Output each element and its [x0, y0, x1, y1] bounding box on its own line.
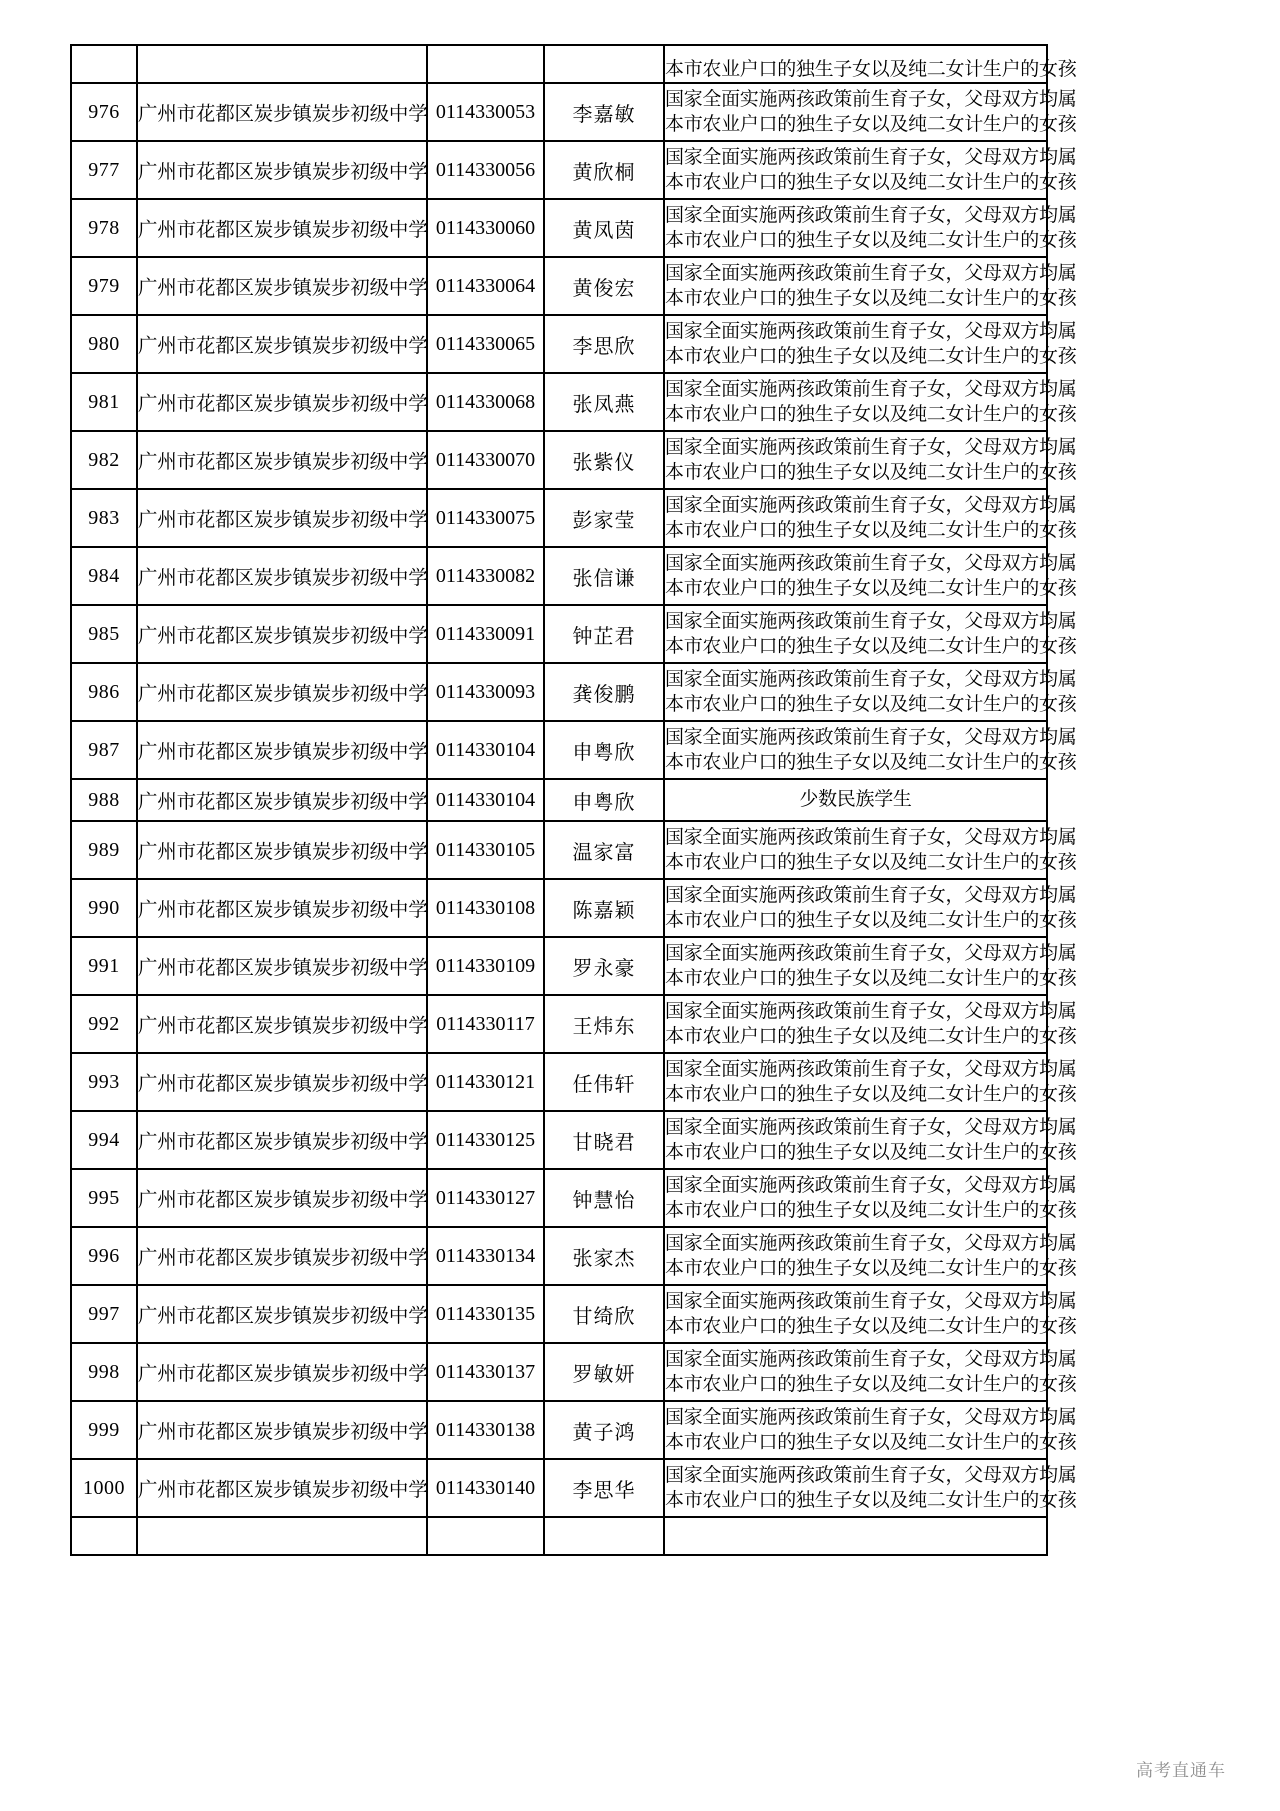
reason-line-1: 国家全面实施两孩政策前生育子女，父母双方均属 — [665, 1173, 1077, 1196]
cell-index: 999 — [71, 1401, 137, 1459]
cell-index: 988 — [71, 779, 137, 821]
reason-line-2: 本市农业户口的独生子女以及纯二女计生户的女孩 — [665, 635, 1077, 657]
reason-line-2: 本市农业户口的独生子女以及纯二女计生户的女孩 — [665, 113, 1077, 135]
reason-line-2: 本市农业户口的独生子女以及纯二女计生户的女孩 — [665, 171, 1077, 193]
cell-school: 广州市花都区炭步镇炭步初级中学 — [137, 1227, 427, 1285]
cell-school: 广州市花都区炭步镇炭步初级中学 — [137, 1169, 427, 1227]
cell-index: 985 — [71, 605, 137, 663]
reason-line-2: 本市农业户口的独生子女以及纯二女计生户的女孩 — [665, 1141, 1077, 1163]
cell-index: 1000 — [71, 1459, 137, 1517]
cell-reason — [664, 1285, 1077, 1343]
cell-reason — [664, 721, 1077, 779]
table-row — [71, 1053, 1047, 1111]
cell-index: 986 — [71, 663, 137, 721]
cell-student-name: 黄子鸿 — [544, 1401, 664, 1459]
reason-text — [665, 319, 1077, 369]
reason-text — [665, 1173, 1077, 1223]
cell-reason — [664, 995, 1077, 1053]
reason-line-2: 本市农业户口的独生子女以及纯二女计生户的女孩 — [665, 1431, 1077, 1453]
reason-line-1: 国家全面实施两孩政策前生育子女，父母双方均属 — [665, 319, 1077, 342]
table-row — [71, 257, 1047, 315]
cell-reason — [664, 1343, 1077, 1401]
reason-line-1: 国家全面实施两孩政策前生育子女，父母双方均属 — [665, 667, 1077, 690]
cell-candidate-code: 0114330127 — [427, 1169, 544, 1227]
table-row — [71, 315, 1047, 373]
reason-text — [665, 999, 1077, 1049]
cell-index: 977 — [71, 141, 137, 199]
reason-text — [665, 57, 1077, 82]
cell-candidate-code: 0114330082 — [427, 547, 544, 605]
reason-line-1: 国家全面实施两孩政策前生育子女，父母双方均属 — [665, 435, 1077, 458]
cell-candidate-code: 0114330109 — [427, 937, 544, 995]
cell-reason — [664, 547, 1077, 605]
reason-line-1: 国家全面实施两孩政策前生育子女，父母双方均属 — [665, 1463, 1077, 1486]
cell-reason — [664, 879, 1077, 937]
reason-line-1: 国家全面实施两孩政策前生育子女，父母双方均属 — [665, 145, 1077, 168]
cell-school: 广州市花都区炭步镇炭步初级中学 — [137, 141, 427, 199]
cell-reason — [664, 257, 1077, 315]
cell-school: 广州市花都区炭步镇炭步初级中学 — [137, 315, 427, 373]
cell-reason — [664, 1053, 1077, 1111]
cell-student-name — [544, 1517, 664, 1555]
reason-line-1: 国家全面实施两孩政策前生育子女，父母双方均属 — [665, 999, 1077, 1022]
cell-student-name: 李思华 — [544, 1459, 664, 1517]
cell-student-name: 申粤欣 — [544, 721, 664, 779]
cell-school — [137, 1517, 427, 1555]
reason-line-2: 本市农业户口的独生子女以及纯二女计生户的女孩 — [665, 851, 1077, 873]
cell-candidate-code: 0114330135 — [427, 1285, 544, 1343]
cell-student-name: 温家富 — [544, 821, 664, 879]
cell-school: 广州市花都区炭步镇炭步初级中学 — [137, 373, 427, 431]
cell-candidate-code: 0114330068 — [427, 373, 544, 431]
table-row — [71, 1517, 1047, 1555]
table-row — [71, 1401, 1047, 1459]
cell-reason — [664, 373, 1077, 431]
cell-candidate-code — [427, 1517, 544, 1555]
table-row — [71, 83, 1047, 141]
cell-school: 广州市花都区炭步镇炭步初级中学 — [137, 1111, 427, 1169]
cell-candidate-code: 0114330065 — [427, 315, 544, 373]
cell-reason — [664, 315, 1077, 373]
table-row — [71, 547, 1047, 605]
cell-reason — [664, 199, 1077, 257]
cell-student-name: 彭家莹 — [544, 489, 664, 547]
table-row — [71, 489, 1047, 547]
cell-index: 996 — [71, 1227, 137, 1285]
cell-candidate-code: 0114330117 — [427, 995, 544, 1053]
reason-line-2: 本市农业户口的独生子女以及纯二女计生户的女孩 — [665, 1199, 1077, 1221]
table-row — [71, 199, 1047, 257]
table-row — [71, 1343, 1047, 1401]
reason-text — [665, 1115, 1077, 1165]
cell-candidate-code: 0114330060 — [427, 199, 544, 257]
cell-candidate-code: 0114330064 — [427, 257, 544, 315]
cell-school: 广州市花都区炭步镇炭步初级中学 — [137, 879, 427, 937]
table-row — [71, 1169, 1047, 1227]
cell-school: 广州市花都区炭步镇炭步初级中学 — [137, 1459, 427, 1517]
reason-text: 少数民族学生 — [799, 788, 912, 811]
reason-line-1: 国家全面实施两孩政策前生育子女，父母双方均属 — [665, 261, 1077, 284]
reason-line-2: 本市农业户口的独生子女以及纯二女计生户的女孩 — [665, 287, 1077, 309]
cell-candidate-code: 0114330104 — [427, 779, 544, 821]
cell-school: 广州市花都区炭步镇炭步初级中学 — [137, 779, 427, 821]
reason-text — [665, 145, 1077, 195]
cell-school: 广州市花都区炭步镇炭步初级中学 — [137, 663, 427, 721]
cell-index: 982 — [71, 431, 137, 489]
cell-reason — [664, 937, 1077, 995]
cell-reason — [664, 431, 1077, 489]
table-row — [71, 937, 1047, 995]
roster-table-body — [71, 45, 1077, 1555]
reason-line-2: 本市农业户口的独生子女以及纯二女计生户的女孩 — [665, 1315, 1077, 1337]
cell-school: 广州市花都区炭步镇炭步初级中学 — [137, 605, 427, 663]
cell-student-name: 罗敏妍 — [544, 1343, 664, 1401]
cell-index: 979 — [71, 257, 137, 315]
cell-student-name: 甘晓君 — [544, 1111, 664, 1169]
reason-line-1: 国家全面实施两孩政策前生育子女，父母双方均属 — [665, 551, 1077, 574]
cell-reason — [664, 489, 1077, 547]
table-row — [71, 1459, 1047, 1517]
cell-student-name: 黄俊宏 — [544, 257, 664, 315]
cell-student-name — [544, 45, 664, 83]
cell-reason — [664, 663, 1077, 721]
cell-index: 997 — [71, 1285, 137, 1343]
cell-reason — [664, 1111, 1077, 1169]
cell-candidate-code: 0114330121 — [427, 1053, 544, 1111]
cell-index: 987 — [71, 721, 137, 779]
cell-student-name: 钟慧怡 — [544, 1169, 664, 1227]
cell-school: 广州市花都区炭步镇炭步初级中学 — [137, 257, 427, 315]
cell-candidate-code: 0114330140 — [427, 1459, 544, 1517]
cell-index: 976 — [71, 83, 137, 141]
roster-table — [70, 44, 1077, 1556]
table-row — [71, 373, 1047, 431]
reason-line-1: 国家全面实施两孩政策前生育子女，父母双方均属 — [665, 493, 1077, 516]
reason-text — [665, 883, 1077, 933]
table-row — [71, 879, 1047, 937]
reason-text — [665, 377, 1077, 427]
cell-index: 998 — [71, 1343, 137, 1401]
cell-reason — [664, 83, 1077, 141]
cell-candidate-code: 0114330075 — [427, 489, 544, 547]
reason-text — [665, 941, 1077, 991]
reason-line-1: 国家全面实施两孩政策前生育子女，父母双方均属 — [665, 1289, 1077, 1312]
reason-line-1: 国家全面实施两孩政策前生育子女，父母双方均属 — [665, 609, 1077, 632]
reason-line-1: 国家全面实施两孩政策前生育子女，父母双方均属 — [665, 941, 1077, 964]
reason-line-1: 国家全面实施两孩政策前生育子女，父母双方均属 — [665, 883, 1077, 906]
reason-line-1: 国家全面实施两孩政策前生育子女，父母双方均属 — [665, 1057, 1077, 1080]
reason-text — [665, 609, 1077, 659]
cell-student-name: 张家杰 — [544, 1227, 664, 1285]
reason-line-2: 本市农业户口的独生子女以及纯二女计生户的女孩 — [665, 57, 1077, 80]
cell-candidate-code: 0114330108 — [427, 879, 544, 937]
cell-index: 983 — [71, 489, 137, 547]
cell-student-name: 王炜东 — [544, 995, 664, 1053]
cell-school: 广州市花都区炭步镇炭步初级中学 — [137, 1053, 427, 1111]
cell-reason — [664, 1401, 1077, 1459]
cell-reason — [664, 45, 1077, 83]
cell-school: 广州市花都区炭步镇炭步初级中学 — [137, 1401, 427, 1459]
reason-line-2: 本市农业户口的独生子女以及纯二女计生户的女孩 — [665, 1025, 1077, 1047]
cell-reason — [664, 1227, 1077, 1285]
reason-text — [665, 667, 1077, 717]
reason-line-1: 国家全面实施两孩政策前生育子女，父母双方均属 — [665, 203, 1077, 226]
reason-text — [665, 1347, 1077, 1397]
reason-line-2: 本市农业户口的独生子女以及纯二女计生户的女孩 — [665, 693, 1077, 715]
cell-reason — [664, 821, 1077, 879]
reason-line-2: 本市农业户口的独生子女以及纯二女计生户的女孩 — [665, 1257, 1077, 1279]
reason-line-2: 本市农业户口的独生子女以及纯二女计生户的女孩 — [665, 519, 1077, 541]
cell-index — [71, 1517, 137, 1555]
cell-student-name: 甘绮欣 — [544, 1285, 664, 1343]
reason-line-2: 本市农业户口的独生子女以及纯二女计生户的女孩 — [665, 345, 1077, 367]
reason-line-1: 国家全面实施两孩政策前生育子女，父母双方均属 — [665, 377, 1077, 400]
cell-candidate-code: 0114330138 — [427, 1401, 544, 1459]
reason-line-1: 国家全面实施两孩政策前生育子女，父母双方均属 — [665, 1115, 1077, 1138]
reason-text — [665, 203, 1077, 253]
reason-text — [665, 493, 1077, 543]
reason-text — [665, 1405, 1077, 1455]
table-row — [71, 605, 1047, 663]
cell-student-name: 李思欣 — [544, 315, 664, 373]
cell-index — [71, 45, 137, 83]
table-row — [71, 141, 1047, 199]
cell-candidate-code: 0114330070 — [427, 431, 544, 489]
reason-text — [665, 825, 1077, 875]
reason-line-2: 本市农业户口的独生子女以及纯二女计生户的女孩 — [665, 1373, 1077, 1395]
reason-line-1: 国家全面实施两孩政策前生育子女，父母双方均属 — [665, 725, 1077, 748]
cell-candidate-code: 0114330091 — [427, 605, 544, 663]
cell-student-name: 张信谦 — [544, 547, 664, 605]
table-row — [71, 995, 1047, 1053]
table-row — [71, 431, 1047, 489]
cell-student-name: 黄欣桐 — [544, 141, 664, 199]
cell-reason — [664, 141, 1077, 199]
cell-school: 广州市花都区炭步镇炭步初级中学 — [137, 721, 427, 779]
reason-text — [665, 87, 1077, 137]
cell-index: 991 — [71, 937, 137, 995]
cell-index: 978 — [71, 199, 137, 257]
reason-line-1: 国家全面实施两孩政策前生育子女，父母双方均属 — [665, 1231, 1077, 1254]
cell-school: 广州市花都区炭步镇炭步初级中学 — [137, 489, 427, 547]
cell-student-name: 申粤欣 — [544, 779, 664, 821]
cell-index: 989 — [71, 821, 137, 879]
table-row — [71, 721, 1047, 779]
cell-index: 992 — [71, 995, 137, 1053]
cell-index: 980 — [71, 315, 137, 373]
reason-line-1: 国家全面实施两孩政策前生育子女，父母双方均属 — [665, 825, 1077, 848]
cell-candidate-code: 0114330056 — [427, 141, 544, 199]
cell-candidate-code: 0114330125 — [427, 1111, 544, 1169]
reason-line-2: 本市农业户口的独生子女以及纯二女计生户的女孩 — [665, 751, 1077, 773]
table-row — [71, 663, 1047, 721]
reason-text — [665, 1057, 1077, 1107]
reason-line-2: 本市农业户口的独生子女以及纯二女计生户的女孩 — [665, 967, 1077, 989]
cell-candidate-code: 0114330053 — [427, 83, 544, 141]
cell-candidate-code: 0114330093 — [427, 663, 544, 721]
cell-school: 广州市花都区炭步镇炭步初级中学 — [137, 199, 427, 257]
cell-index: 994 — [71, 1111, 137, 1169]
reason-line-2: 本市农业户口的独生子女以及纯二女计生户的女孩 — [665, 909, 1077, 931]
cell-student-name: 张紫仪 — [544, 431, 664, 489]
cell-candidate-code: 0114330137 — [427, 1343, 544, 1401]
cell-candidate-code: 0114330134 — [427, 1227, 544, 1285]
cell-index: 990 — [71, 879, 137, 937]
cell-index: 993 — [71, 1053, 137, 1111]
cell-student-name: 龚俊鹏 — [544, 663, 664, 721]
reason-line-1: 国家全面实施两孩政策前生育子女，父母双方均属 — [665, 1405, 1077, 1428]
reason-line-2: 本市农业户口的独生子女以及纯二女计生户的女孩 — [665, 229, 1077, 251]
cell-student-name: 任伟轩 — [544, 1053, 664, 1111]
table-row — [71, 45, 1047, 83]
cell-school: 广州市花都区炭步镇炭步初级中学 — [137, 995, 427, 1053]
cell-index: 981 — [71, 373, 137, 431]
cell-school: 广州市花都区炭步镇炭步初级中学 — [137, 83, 427, 141]
cell-school: 广州市花都区炭步镇炭步初级中学 — [137, 547, 427, 605]
table-row — [71, 1227, 1047, 1285]
reason-line-2: 本市农业户口的独生子女以及纯二女计生户的女孩 — [665, 1489, 1077, 1511]
table-row — [71, 1111, 1047, 1169]
cell-student-name: 李嘉敏 — [544, 83, 664, 141]
reason-text — [665, 1463, 1077, 1513]
cell-candidate-code: 0114330105 — [427, 821, 544, 879]
watermark-label: 高考直通车 — [1136, 1761, 1226, 1781]
cell-candidate-code: 0114330104 — [427, 721, 544, 779]
reason-line-2: 本市农业户口的独生子女以及纯二女计生户的女孩 — [665, 577, 1077, 599]
reason-text — [665, 1289, 1077, 1339]
cell-student-name: 张凤燕 — [544, 373, 664, 431]
cell-student-name: 钟芷君 — [544, 605, 664, 663]
cell-candidate-code — [427, 45, 544, 83]
reason-line-2: 本市农业户口的独生子女以及纯二女计生户的女孩 — [665, 403, 1077, 425]
cell-index: 995 — [71, 1169, 137, 1227]
cell-school — [137, 45, 427, 83]
reason-text — [665, 551, 1077, 601]
table-row — [71, 821, 1047, 879]
reason-line-1: 国家全面实施两孩政策前生育子女，父母双方均属 — [665, 87, 1077, 110]
reason-text — [665, 435, 1077, 485]
reason-line-2: 本市农业户口的独生子女以及纯二女计生户的女孩 — [665, 461, 1077, 483]
cell-reason — [664, 1517, 1047, 1555]
cell-reason — [664, 1169, 1077, 1227]
cell-school: 广州市花都区炭步镇炭步初级中学 — [137, 937, 427, 995]
table-row — [71, 779, 1047, 821]
cell-reason — [664, 779, 1047, 821]
cell-student-name: 陈嘉颖 — [544, 879, 664, 937]
reason-text — [665, 1231, 1077, 1281]
cell-index: 984 — [71, 547, 137, 605]
cell-reason — [664, 1459, 1077, 1517]
reason-line-2: 本市农业户口的独生子女以及纯二女计生户的女孩 — [665, 1083, 1077, 1105]
reason-text — [665, 725, 1077, 775]
cell-school: 广州市花都区炭步镇炭步初级中学 — [137, 821, 427, 879]
cell-school: 广州市花都区炭步镇炭步初级中学 — [137, 1343, 427, 1401]
cell-reason — [664, 605, 1077, 663]
cell-school: 广州市花都区炭步镇炭步初级中学 — [137, 1285, 427, 1343]
table-row — [71, 1285, 1047, 1343]
cell-school: 广州市花都区炭步镇炭步初级中学 — [137, 431, 427, 489]
cell-student-name: 罗永豪 — [544, 937, 664, 995]
reason-line-1: 国家全面实施两孩政策前生育子女，父母双方均属 — [665, 1347, 1077, 1370]
reason-text — [665, 261, 1077, 311]
cell-student-name: 黄凤茵 — [544, 199, 664, 257]
